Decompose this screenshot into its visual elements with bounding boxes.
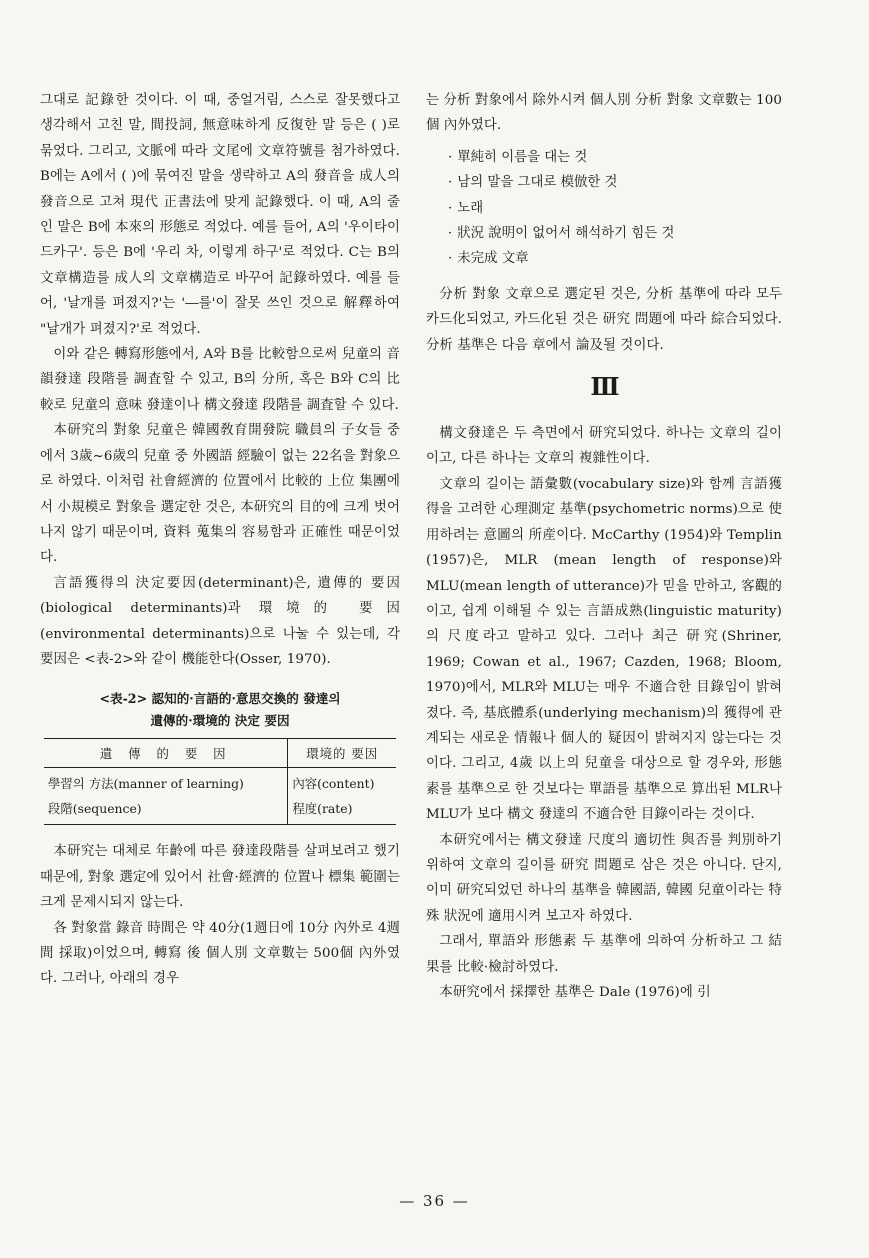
table-header-cell: 環境的 要因 — [288, 739, 396, 768]
body-paragraph: 本研究에서 採擇한 基準은 Dale (1976)에 引 — [439, 985, 711, 1000]
body-paragraph: 本研究는 대체로 年齡에 따른 發達段階를 살펴보려고 했기 때문에, 對象 選定에 있어서 社會·經濟的 位置나 標集 範圍는 크게 문제시되지 않는다. — [40, 844, 400, 911]
list-item: · 未完成 文章 — [448, 246, 782, 271]
list-item: · 남의 말을 그대로 模倣한 것 — [448, 170, 782, 195]
body-paragraph: 言語獲得의 決定要因(determinant)은, 遺傳的 要因(biological determinants)과 環境的 要因(environmental determinants)으로 나눌 수 있는데, 각 要因은 <表-2>와 같이 機能한다(Osser, 1970). — [40, 575, 400, 667]
list-item: · 노래 — [448, 196, 782, 221]
body-paragraph: 이와 같은 轉寫形態에서, A와 B를 比較함으로써 兒童의 音韻發達 段階를 調査할 수 있고, B의 分所, 혹은 B와 C의 比較로 兒童의 意味 發達이나 構文發達 段階를 調査할 수 있다. — [40, 347, 400, 413]
table-caption-line: <表-2> 認知的·言語的·意思交換的 發達의 — [99, 691, 341, 707]
list-item: · 狀況 說明이 없어서 해석하기 힘든 것 — [448, 221, 782, 246]
body-paragraph: 構文發達은 두 측면에서 研究되었다. 하나는 文章의 길이이고, 다른 하나는 文章의 複雜性이다. — [426, 426, 782, 467]
body-paragraph: 各 對象當 錄音 時間은 약 40分(1週日에 10分 內外로 4週間 採取)이었으며, 轉寫 後 個人別 文章數는 500個 內外였다. 그러나, 아래의 경우 — [40, 920, 400, 987]
right-column — [426, 88, 782, 1005]
table-header-row — [44, 739, 396, 768]
table-cell: 內容(content) — [288, 768, 396, 794]
body-paragraph: 文章의 길이는 語彙數(vocabulary size)와 함께 言語獲得을 고려한 心理測定 基準(psychometric norms)으로 使用하려는 意圖의 所産이다. McCarthy (1954)와 Templin (1957)은, MLR (mean length of response)와 MLU(mean length of utterance)가 믿을 만하고, 客觀的이고, 쉽게 이해될 수 있는 言語成熟(linguistic maturity)의 尺度라고 말하고 있다. 그러나 최근 研究(Shriner, 1969; Cowan et al., 1967; Cazden, 1968; Bloom, 1970)에서, MLR와 MLU는 매우 不適合한 目錄임이 밝혀졌다. 즉, 基底體系(underlying mechanism)의 獲得에 관계되는 새로운 情報나 個人的 疑因이 밝혀지지 않는다는 것이다. 그리고, 4歲 以上의 兒童을 대상으로 할 경우와, 形態素를 基準으로 한 것보다는 單語를 基準으로 算出된 MLR나 MLU가 보다 構文 發達의 不適合한 目錄이라는 것이다. — [426, 476, 782, 823]
table-caption — [40, 688, 400, 732]
left-column — [40, 88, 400, 992]
body-paragraph: 그래서, 單語와 形態素 두 基準에 의하여 分析하고 그 結果를 比較·檢討하였다. — [426, 934, 782, 975]
body-paragraph: 그대로 記錄한 것이다. 이 때, 중얼거림, 스스로 잘못했다고 생각해서 고친 말, 間投詞, 無意味하게 反復한 말 등은 ( )로 묶었다. 그리고, 文脈에 따라 文尾에 文章符號를 첨가하였다. B에는 A에서 ( )에 묶여진 말을 생략하고 A의 發音을 成人의 發音으로 고쳐 現代 正書法에 맞게 記錄했다. 이 때, A의 줄인 말은 B에 本來의 形態로 적었다. 예를 들어, A의 '우이타이드카구'. 등은 B에 '우리 차, 이렇게 하구'로 적었다. C는 B의 文章構造를 成人의 文章構造로 바꾸어 記錄하였다. 예를 들어, '날개를 펴졌지?'는 '―를'이 잘못 쓰인 것으로 解釋하여 "날개가 펴졌지?'로 적었다. — [40, 93, 401, 337]
body-paragraph: 本研究에서는 構文發達 尺度의 適切性 與否를 判別하기 위하여 文章의 길이를 研究 問題로 삼은 것은 아니다. 단지, 이미 研究되었던 하나의 基準을 韓國語, 韓國 兒童이라는 特殊 狀況에 適用시켜 보고자 하였다. — [426, 832, 782, 924]
body-paragraph: 本研究의 對象 兒童은 韓國敎育開發院 職員의 子女들 중에서 3歲~6歲의 兒童 중 外國語 經驗이 없는 22名을 對象으로 하였다. 이처럼 社會經濟的 位置에서 比較的 上位 集團에서 小規模로 對象을 選定한 것은, 本研究의 目的에 크게 벗어나지 않기 때문이며, 資料 蒐集의 容易함과 正確性 때문이었다. — [40, 423, 400, 566]
section-heading: Ⅲ — [590, 372, 618, 402]
table-row — [44, 793, 396, 825]
table-cell: 段階(sequence) — [44, 793, 288, 825]
body-paragraph: 分析 對象 文章으로 選定된 것은, 分析 基準에 따라 모두 카드化되었고, 카드化된 것은 研究 問題에 따라 綜合되었다. 分析 基準은 다음 章에서 論及될 것이다. — [426, 286, 782, 353]
list-item: · 單純히 이름을 대는 것 — [448, 145, 782, 170]
body-paragraph: 는 分析 對象에서 除外시켜 個人別 分析 對象 文章數는 100個 內外였다. — [426, 93, 782, 134]
table-header-cell: 遺 傳 的 要 因 — [44, 739, 288, 768]
table-caption-line: 遺傳的·環境的 決定 要因 — [150, 713, 290, 729]
exclusion-list — [448, 145, 782, 272]
determinants-table — [44, 738, 396, 825]
page-number: — 36 — — [399, 1192, 470, 1210]
table-cell: 程度(rate) — [288, 793, 396, 825]
table-row — [44, 768, 396, 794]
table-cell: 學習의 方法(manner of learning) — [48, 776, 244, 792]
